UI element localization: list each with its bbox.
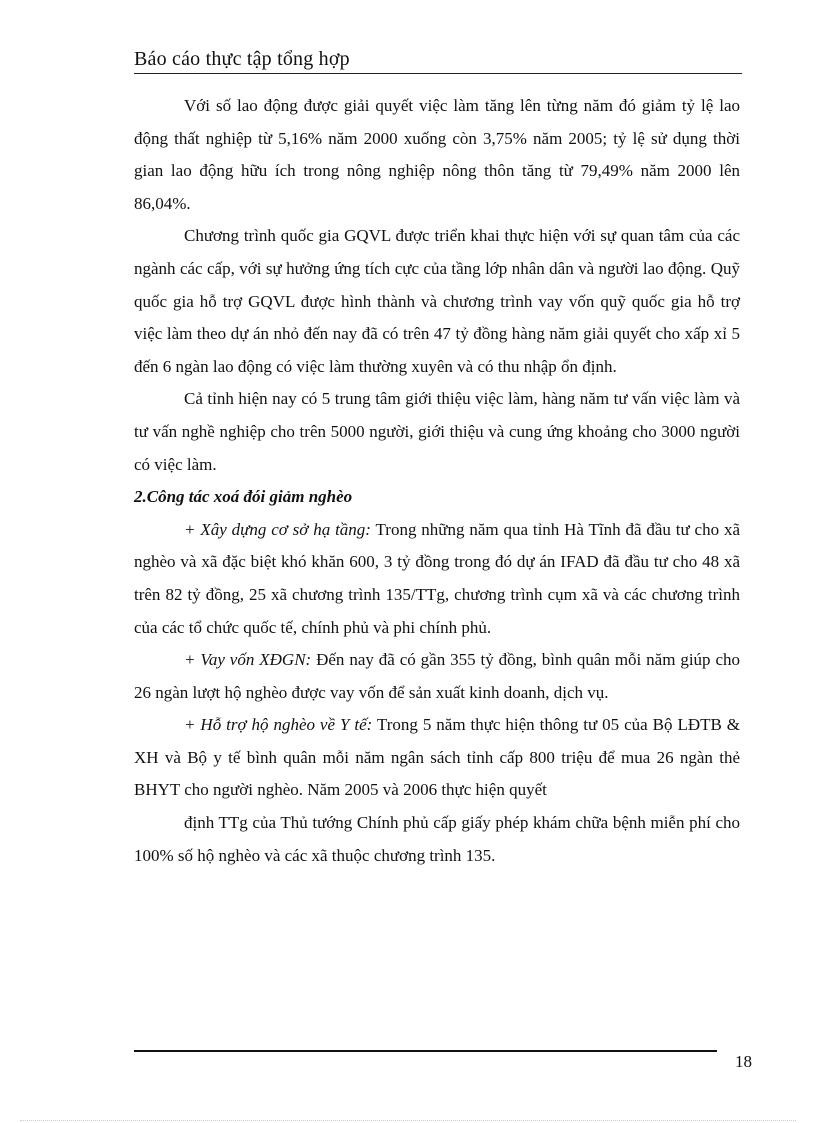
- bullet-loans: [134, 644, 740, 709]
- page-number: 18: [735, 1052, 752, 1071]
- paragraph-gqvl-program: Chương trình quốc gia GQVL được triển khai thực hiện với sự quan tâm của các ngành các cấp, với sự hưởng ứng tích cực của tầng lớp nhân dân và người lao động. Quỹ quốc gia hỗ trợ GQVL được hình thành và chương trình vay vốn quỹ quốc gia hỗ trợ việc làm theo dự án nhỏ đến nay đã có trên 47 tỷ đồng hàng năm giải quyết cho xấp xỉ 5 đến 6 ngàn lao động có việc làm thường xuyên và có thu nhập ổn định.: [134, 226, 740, 376]
- bullet-health-label: + Hỗ trợ hộ nghèo về Y tế:: [184, 715, 373, 735]
- footer-divider: [134, 1050, 717, 1052]
- bullet-health-text: Trong 5 năm thực hiện thông tư 05 của Bộ LĐTB & XH và Bộ y tế bình quân mỗi năm ngân sách tỉnh cấp 800 triệu để mua 26 ngàn thẻ BHYT cho người nghèo. Năm 2005 và 2006 thực hiện quyết: [134, 715, 740, 800]
- document-body: [134, 90, 740, 872]
- header-divider: [134, 73, 742, 74]
- paragraph-free-healthcare: định TTg của Thủ tướng Chính phủ cấp giấy phép khám chữa bệnh miễn phí cho 100% số hộ nghèo và các xã thuộc chương trình 135.: [134, 813, 740, 865]
- bullet-infrastructure-text: Trong những năm qua tỉnh Hà Tĩnh đã đầu tư cho xã nghèo và xã đặc biệt khó khăn 600, 3 tỷ đồng trong đó dự án IFAD đã đầu tư cho 48 xã trên 82 tỷ đồng, 25 xã chương trình 135/TTg, chương trình cụm xã và các chương trình của các tổ chức quốc tế, chính phủ và phi chính phủ.: [134, 519, 740, 637]
- section-heading-poverty-reduction: 2.Công tác xoá đói giảm nghèo: [134, 487, 353, 507]
- bullet-infrastructure-label: + Xây dựng cơ sở hạ tầng:: [184, 519, 371, 539]
- bullet-health-support: [134, 709, 740, 807]
- bullet-infrastructure: [134, 514, 740, 644]
- bullet-loans-text: Đến nay đã có gần 355 tỷ đồng, bình quân mỗi năm giúp cho 26 ngàn lượt hộ nghèo được vay vốn để sản xuất kinh doanh, dịch vụ.: [134, 650, 740, 702]
- bullet-loans-label: + Vay vốn XĐGN:: [184, 650, 312, 670]
- page-header-title: Báo cáo thực tập tổng hợp: [134, 48, 350, 70]
- paragraph-employment-rate: Với số lao động được giải quyết việc làm tăng lên từng năm đó giảm tỷ lệ lao động thất nghiệp từ 5,16% năm 2000 xuống còn 3,75% năm 2005; tỷ lệ sử dụng thời gian lao động hữu ích trong nông nghiệp nông thôn tăng từ 79,49% năm 2000 lên 86,04%.: [134, 96, 740, 213]
- page-bottom-dotted-border: [20, 1120, 796, 1121]
- paragraph-job-centers: Cả tỉnh hiện nay có 5 trung tâm giới thiệu việc làm, hàng năm tư vấn việc làm và tư vấn nghề nghiệp cho trên 5000 người, giới thiệu và cung ứng khoảng cho 3000 người có việc làm.: [134, 389, 740, 474]
